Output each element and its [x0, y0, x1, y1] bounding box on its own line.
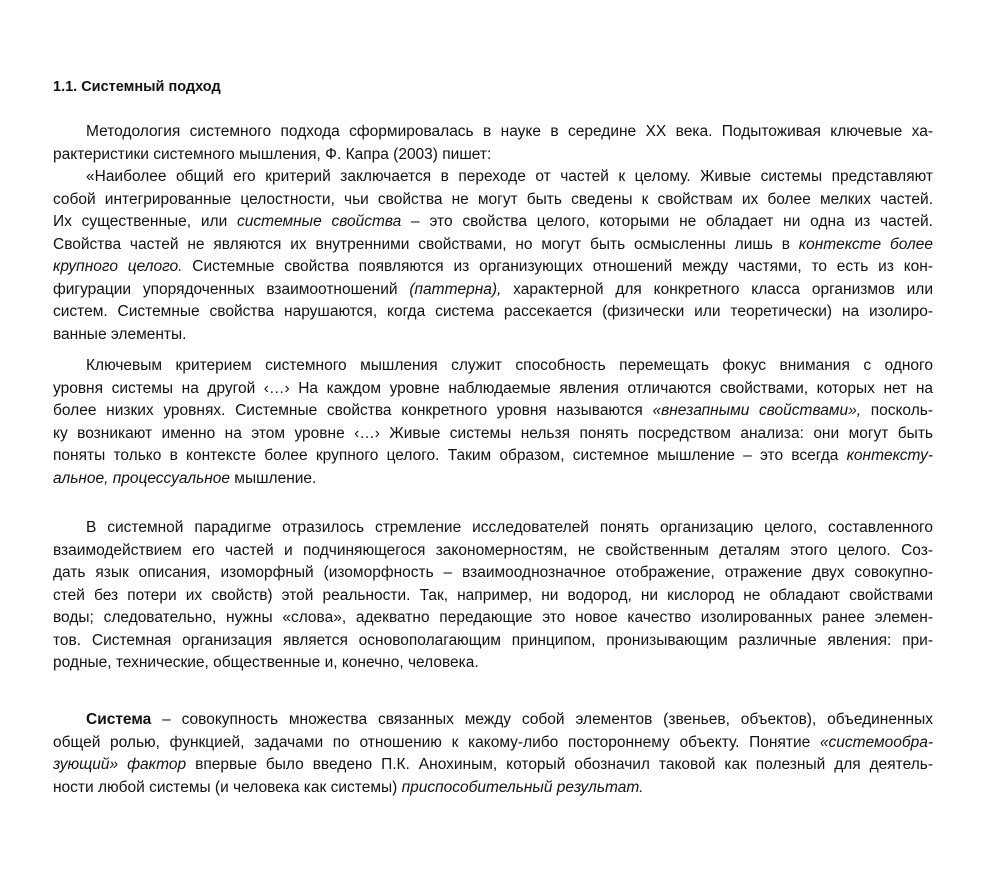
text-line	[53, 777, 933, 800]
definition-paragraph	[53, 709, 933, 799]
text-run: ку возникают именно на этом уровне ‹…› Живые системы нельзя понять посредством анализа: они могут быть	[53, 424, 933, 442]
text-run: характерной для конкретного класса организмов или	[501, 280, 933, 298]
text-run: Методология системного подхода сформировалась в науке в середине XX века. Подытоживая ключевые ха-	[86, 123, 933, 140]
text-run: В системной парадигме отразилось стремление исследователей понять организацию целого, составленного	[86, 519, 933, 536]
text-run: Ключевым критерием системного мышления служит способность перемещать фокус внимания с одного	[86, 357, 933, 374]
text-run: рактеристики системного мышления, Ф. Капра (2003) пишет:	[53, 145, 492, 163]
text-line	[53, 423, 933, 446]
italic-text: альное, процессуальное	[53, 469, 230, 487]
text-line	[53, 121, 933, 144]
text-line	[53, 144, 933, 167]
text-run: – это свойства целого, которыми не обладает ни одна из частей.	[401, 213, 933, 230]
text-line	[53, 709, 933, 732]
text-line	[53, 652, 933, 675]
text-run: родные, технические, общественные и, конечно, человека.	[53, 654, 479, 671]
text-line	[53, 468, 933, 491]
italic-text: зующий» фактор	[53, 756, 187, 773]
text-run: – совокупность множества связанных между собой элементов (звеньев, объектов), объединенных	[151, 711, 933, 728]
text-line	[53, 445, 933, 468]
text-run: систем. Системные свойства нарушаются, когда система рассекается (физически или теоретически) на изолиро-	[53, 303, 933, 320]
text-line	[53, 400, 933, 423]
text-line	[53, 279, 933, 302]
italic-text: «системообра-	[819, 733, 933, 751]
text-line	[53, 630, 933, 653]
text-run: дать язык описания, изоморфный (изоморфность – взаимооднозначное отображение, отражение двух совокупно-	[53, 564, 933, 581]
text-line	[53, 234, 933, 257]
text-run: фигурации упорядоченных взаимоотношений	[53, 280, 410, 298]
section-heading: 1.1. Системный подход	[53, 79, 221, 95]
italic-text: контексте более	[798, 235, 933, 253]
text-line	[53, 189, 933, 212]
text-line	[53, 256, 933, 279]
text-line	[53, 732, 933, 755]
text-line	[53, 301, 933, 324]
text-line	[53, 562, 933, 585]
italic-text: крупного целого.	[53, 258, 183, 275]
quote-paragraph-1	[53, 166, 933, 346]
text-run: общей ролью, функцией, задачами по отношению к какому-либо постороннему объекту. Понятие	[53, 733, 820, 751]
text-run: Системные свойства появляются из организующих отношений между частями, то есть из кон-	[182, 258, 933, 275]
text-line	[53, 540, 933, 563]
paradigm-paragraph	[53, 517, 933, 675]
text-run: уровня системы на другой ‹…› На каждом уровне наблюдаемые явления отличаются свойствами, которых нет на	[53, 379, 933, 397]
text-line	[53, 324, 933, 347]
text-run: «Наиболее общий его критерий заключается в переходе от частей к целому. Живые системы представляют	[86, 168, 933, 185]
text-run: поняты только в контексте более крупного целого. Таким образом, системное мышление – это всегда	[53, 447, 847, 464]
text-line	[53, 607, 933, 630]
quote-paragraph-2	[53, 355, 933, 490]
text-line	[53, 517, 933, 540]
italic-text: системные свойства	[237, 213, 402, 230]
italic-text: (паттерна),	[409, 280, 502, 298]
bold-term: Система	[86, 711, 152, 728]
text-line	[53, 211, 933, 234]
text-run: Их существенные, или	[53, 213, 238, 230]
text-run: мышление.	[230, 469, 317, 487]
text-run: воды; следовательно, нужны «слова», адекватно передающие это новое качество изолированных ранее элемен-	[53, 609, 933, 626]
intro-paragraph	[53, 121, 933, 166]
italic-text: «внезапными свойствами»,	[652, 402, 862, 419]
text-run: стей без потери их свойств) этой реальности. Так, например, ни водород, ни кислород не обладают свойствами	[53, 586, 933, 604]
text-line	[53, 166, 933, 189]
text-line	[53, 378, 933, 401]
text-line	[53, 355, 933, 378]
text-run: Свойства частей не являются их внутренними свойствами, но могут быть осмысленны лишь в	[53, 235, 799, 253]
text-run: тов. Системная организация является основополагающим принципом, пронизывающим различные явления: при-	[53, 631, 933, 649]
text-line	[53, 754, 933, 777]
text-run: ванные элементы.	[53, 325, 187, 343]
text-run: ности любой системы (и человека как системы)	[53, 778, 402, 796]
text-run: более низких уровнях. Системные свойства конкретного уровня называются	[53, 402, 653, 419]
text-run: собой интегрированные целостности, чьи свойства не могут быть сведены к свойствам их более мелких частей.	[53, 190, 933, 208]
text-run: впервые было введено П.К. Анохиным, который обозначил таковой как полезный для деятель-	[186, 756, 933, 773]
text-line	[53, 585, 933, 608]
italic-text: приспособительный результат.	[401, 778, 644, 796]
italic-text: контексту-	[846, 447, 933, 464]
text-run: взаимодействием его частей и подчиняющегося закономерностям, не свойственным деталям этого целого. Соз-	[53, 541, 933, 559]
text-run: посколь-	[861, 402, 933, 419]
